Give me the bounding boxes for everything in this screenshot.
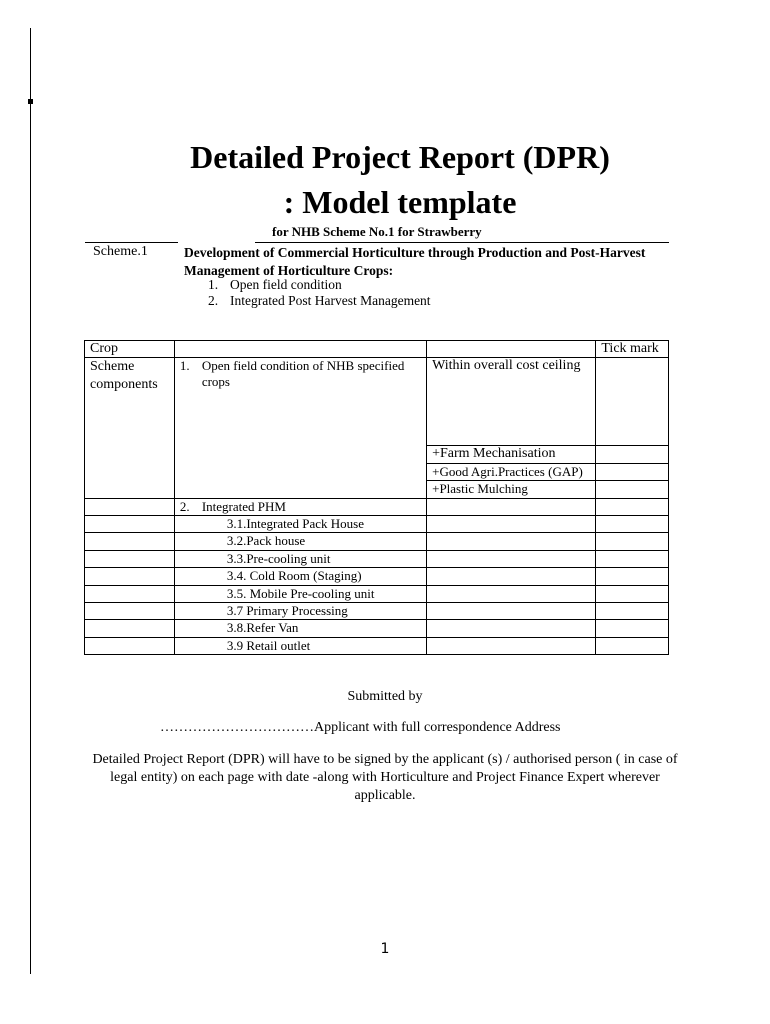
tick-cell <box>596 358 669 446</box>
table-row <box>85 533 669 550</box>
phm-item: 3.8.Refer Van <box>174 620 426 637</box>
table-cell <box>85 568 175 585</box>
scheme-title: Development of Commercial Horticulture through Production and Post-Harvest Management of Horticulture Crops: <box>184 245 646 278</box>
phm-item: 3.1.Integrated Pack House <box>174 515 426 532</box>
list-number: 1. <box>208 277 219 292</box>
phm-item: 3.4. Cold Room (Staging) <box>174 568 426 585</box>
header-rule-right <box>255 242 669 243</box>
signature-note: Detailed Project Report (DPR) will have to be signed by the applicant (s) / authorised person ( in case of legal entity) on each page with date -along with Horticulture and Project Finance Expert wherever applicable. <box>92 752 678 803</box>
list-text: Open field condition of NHB specified crops <box>201 358 405 390</box>
table-cell <box>427 585 596 602</box>
table-row <box>85 358 669 446</box>
phm-item: 3.3.Pre-cooling unit <box>174 550 426 567</box>
table-cell <box>427 620 596 637</box>
scheme-label: Scheme.1 <box>93 244 148 259</box>
tick-cell <box>596 446 669 463</box>
scheme-components-table <box>84 340 669 655</box>
tick-cell <box>596 585 669 602</box>
tick-mark-header: Tick mark <box>596 341 669 358</box>
table-row <box>85 637 669 654</box>
table-cell <box>427 602 596 619</box>
table-row <box>85 568 669 585</box>
table-cell <box>427 568 596 585</box>
document-title-line-2: : Model template <box>283 184 517 220</box>
phm-item: 3.5. Mobile Pre-cooling unit <box>174 585 426 602</box>
tick-cell <box>596 463 669 480</box>
table-cell <box>85 637 175 654</box>
tick-cell <box>596 515 669 532</box>
table-row <box>85 602 669 619</box>
list-number: 2. <box>208 293 219 308</box>
table-cell <box>427 637 596 654</box>
table-cell <box>427 533 596 550</box>
table-row <box>85 550 669 567</box>
table-cell <box>427 515 596 532</box>
applicant-line: ……………………………Applicant with full correspondence Address <box>160 720 561 735</box>
farm-mechanisation-cell: +Farm Mechanisation <box>427 446 596 463</box>
table-cell <box>427 498 596 515</box>
scheme-list-item <box>208 293 431 309</box>
scheme-list-item <box>208 277 431 293</box>
table-cell <box>85 585 175 602</box>
list-item <box>180 499 421 515</box>
table-row <box>85 585 669 602</box>
table-cell <box>174 341 426 358</box>
table-cell <box>85 533 175 550</box>
list-text: Open field condition <box>230 277 342 292</box>
document-title-line-1: Detailed Project Report (DPR) <box>190 139 610 175</box>
table-cell <box>427 550 596 567</box>
plastic-mulching-cell: +Plastic Mulching <box>427 481 596 498</box>
table-row <box>85 341 669 358</box>
tick-cell <box>596 498 669 515</box>
table-cell <box>427 341 596 358</box>
table-row <box>85 515 669 532</box>
tick-cell <box>596 620 669 637</box>
tick-cell <box>596 637 669 654</box>
tick-cell <box>596 481 669 498</box>
open-field-cell <box>174 358 426 498</box>
table-cell <box>85 515 175 532</box>
list-number: 1. <box>179 358 190 374</box>
table-cell <box>85 602 175 619</box>
phm-item: 3.7 Primary Processing <box>174 602 426 619</box>
table-cell <box>85 550 175 567</box>
tick-cell <box>596 550 669 567</box>
table-cell <box>85 620 175 637</box>
scheme-components-label: Scheme components <box>85 358 175 498</box>
tick-cell <box>596 568 669 585</box>
phm-item: 3.2.Pack house <box>174 533 426 550</box>
list-number: 2. <box>179 498 190 514</box>
table-row <box>85 498 669 515</box>
table-cell <box>85 498 175 515</box>
header-rule-left <box>85 242 178 243</box>
margin-marker <box>28 99 33 104</box>
table-row <box>85 620 669 637</box>
integrated-phm-cell <box>174 498 426 515</box>
tick-cell <box>596 533 669 550</box>
scheme-list <box>208 277 431 309</box>
cost-ceiling-cell: Within overall cost ceiling <box>427 358 596 446</box>
gap-cell: +Good Agri.Practices (GAP) <box>427 463 596 480</box>
list-text: Integrated PHM <box>201 498 286 514</box>
page-number: 1 <box>380 941 390 957</box>
list-text: Integrated Post Harvest Management <box>230 293 431 308</box>
submitted-by-label: Submitted by <box>347 689 423 704</box>
list-item <box>180 358 421 390</box>
phm-item: 3.9 Retail outlet <box>174 637 426 654</box>
crop-label-cell: Crop <box>85 341 175 358</box>
document-subtitle: for NHB Scheme No.1 for Strawberry <box>272 224 482 239</box>
tick-cell <box>596 602 669 619</box>
